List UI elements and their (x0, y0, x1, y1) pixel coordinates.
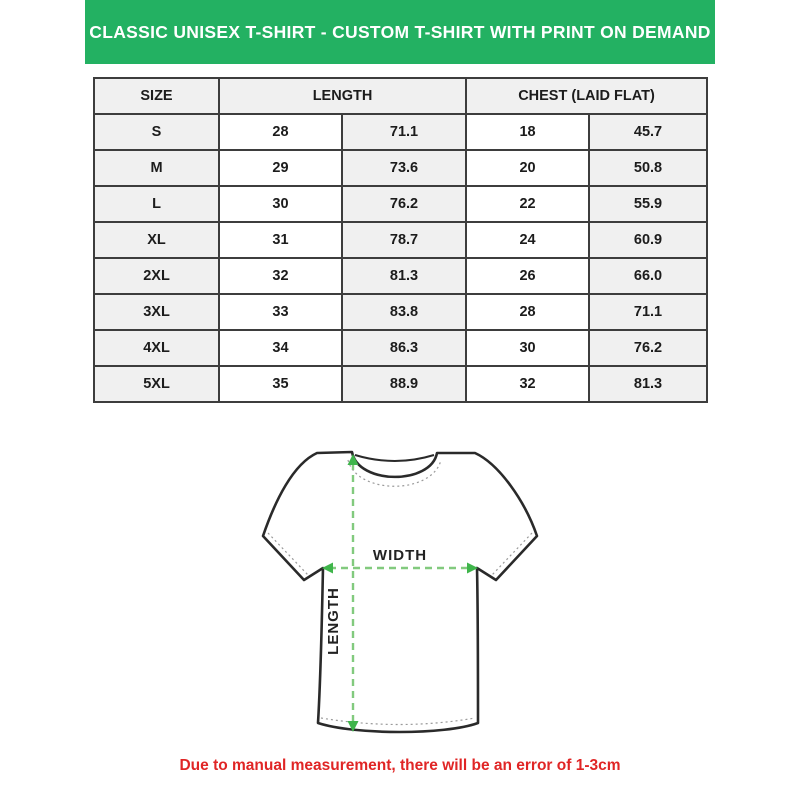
length-cm-cell: 76.2 (342, 186, 466, 222)
size-cell: 5XL (94, 366, 219, 402)
chest-cm-cell: 66.0 (589, 258, 707, 294)
chest-cm-cell: 71.1 (589, 294, 707, 330)
table-row (94, 114, 707, 150)
chest-in-cell: 32 (466, 366, 589, 402)
page-title: CLASSIC UNISEX T-SHIRT - CUSTOM T-SHIRT WITH PRINT ON DEMAND (89, 21, 711, 42)
chest-in-cell: 18 (466, 114, 589, 150)
table-row (94, 258, 707, 294)
table-row (94, 150, 707, 186)
length-cm-cell: 88.9 (342, 366, 466, 402)
chest-cm-cell: 45.7 (589, 114, 707, 150)
chest-cm-cell: 81.3 (589, 366, 707, 402)
length-cm-cell: 78.7 (342, 222, 466, 258)
length-in-cell: 32 (219, 258, 342, 294)
width-label: WIDTH (372, 547, 428, 564)
length-cm-cell: 81.3 (342, 258, 466, 294)
size-cell: 3XL (94, 294, 219, 330)
chest-in-cell: 28 (466, 294, 589, 330)
size-table (93, 77, 708, 403)
length-in-cell: 28 (219, 114, 342, 150)
length-in-cell: 29 (219, 150, 342, 186)
length-in-cell: 31 (219, 222, 342, 258)
chest-cm-cell: 60.9 (589, 222, 707, 258)
col-header-length: LENGTH (219, 78, 466, 114)
chest-in-cell: 20 (466, 150, 589, 186)
table-row (94, 366, 707, 402)
length-in-cell: 30 (219, 186, 342, 222)
length-in-cell: 35 (219, 366, 342, 402)
size-cell: L (94, 186, 219, 222)
length-cm-cell: 73.6 (342, 150, 466, 186)
tshirt-outline-icon (263, 452, 537, 732)
chest-in-cell: 24 (466, 222, 589, 258)
size-cell: 2XL (94, 258, 219, 294)
length-in-cell: 34 (219, 330, 342, 366)
length-cm-cell: 83.8 (342, 294, 466, 330)
measurement-error-note: Due to manual measurement, there will be an error of 1-3cm (179, 757, 621, 774)
col-header-chest: CHEST (LAID FLAT) (466, 78, 707, 114)
chest-in-cell: 22 (466, 186, 589, 222)
length-cm-cell: 86.3 (342, 330, 466, 366)
chest-cm-cell: 55.9 (589, 186, 707, 222)
size-cell: M (94, 150, 219, 186)
table-row (94, 222, 707, 258)
length-label: LENGTH (325, 587, 342, 655)
title-banner (85, 0, 715, 64)
table-row (94, 294, 707, 330)
table-row (94, 330, 707, 366)
size-cell: S (94, 114, 219, 150)
chest-in-cell: 30 (466, 330, 589, 366)
col-header-size: SIZE (94, 78, 219, 114)
chest-in-cell: 26 (466, 258, 589, 294)
chest-cm-cell: 76.2 (589, 330, 707, 366)
length-cm-cell: 71.1 (342, 114, 466, 150)
chest-cm-cell: 50.8 (589, 150, 707, 186)
table-header-row (94, 78, 707, 114)
table-row (94, 186, 707, 222)
size-cell: 4XL (94, 330, 219, 366)
size-cell: XL (94, 222, 219, 258)
length-in-cell: 33 (219, 294, 342, 330)
tshirt-measurement-diagram (245, 443, 555, 755)
